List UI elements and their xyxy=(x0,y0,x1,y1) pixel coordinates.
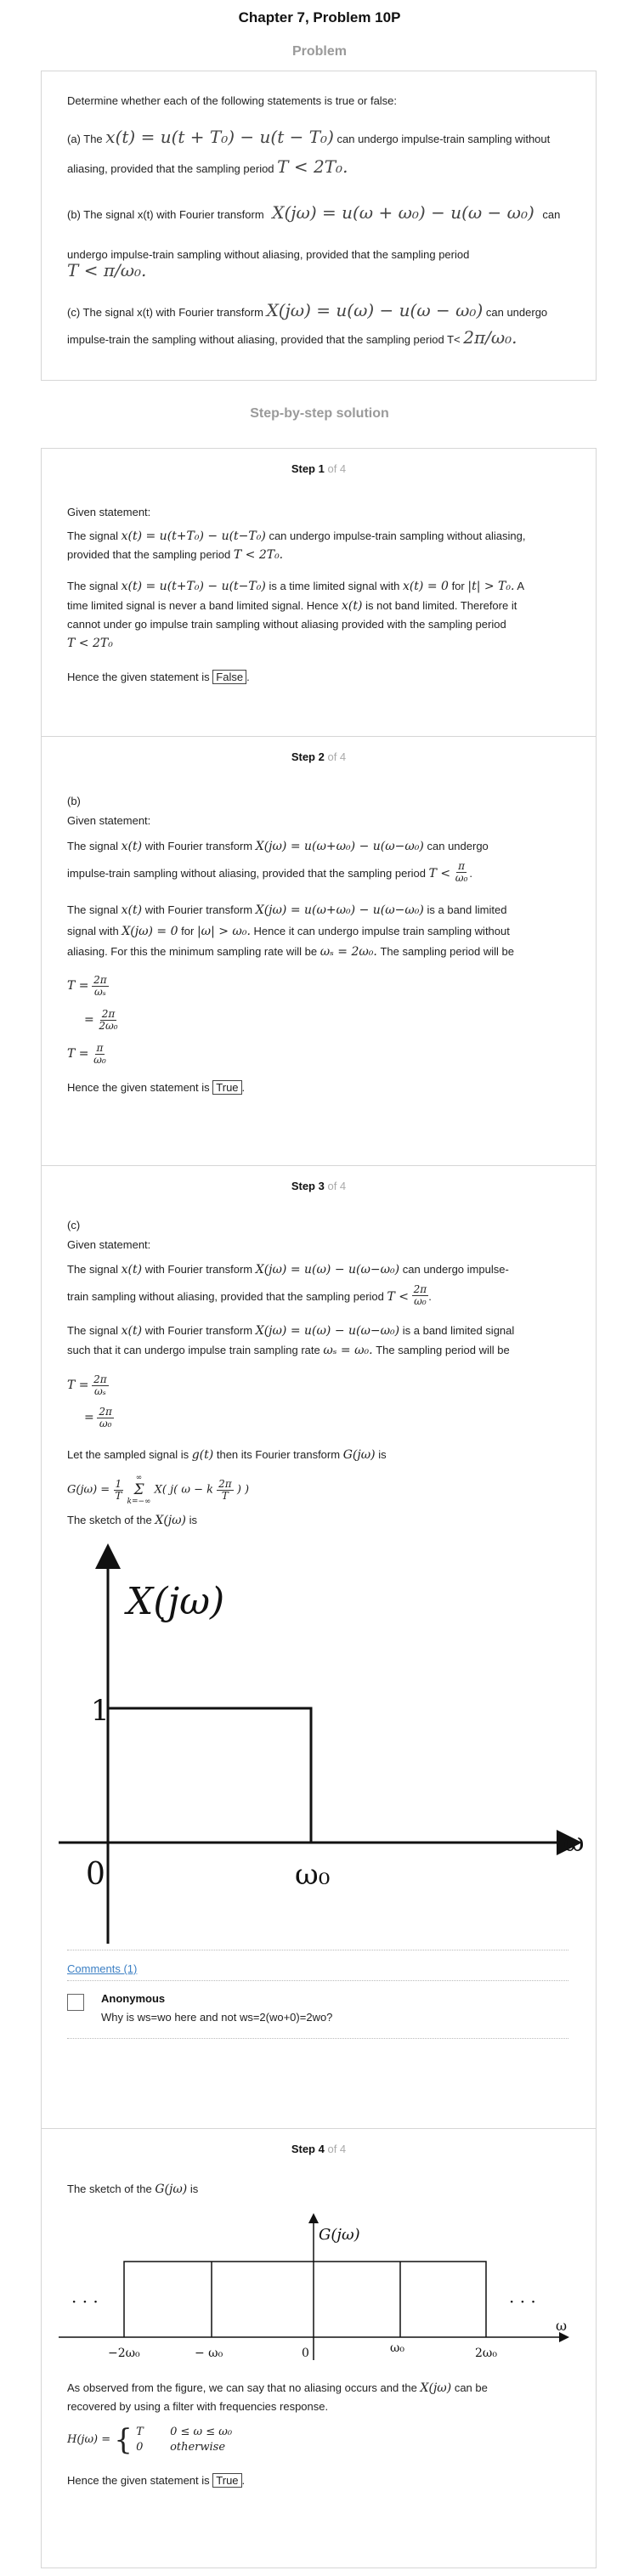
step-2-p1: The signal x(t) with Fourier transform X(jω) = u(ω+ω₀) − u(ω−ω₀) can undergo xyxy=(67,840,489,853)
a-expr: x(t) = u(t + T₀) − u(t − T₀) xyxy=(105,127,334,147)
step-1-answer: False xyxy=(212,670,246,684)
step-2-p2-line2: signal with X(jω) = 0 for |ω| > ω₀. Hence it can undergo impulse train sampling without xyxy=(67,925,510,938)
x-graph-y-label: X(jω) xyxy=(127,1580,225,1623)
g-graph-y-label: G(jω) xyxy=(319,2226,360,2244)
step-3-sketch-caption: The sketch of the X(jω) is xyxy=(67,1514,198,1527)
step-2-answer: True xyxy=(212,1080,241,1095)
x-graph-one-label: 1 xyxy=(91,1694,110,1728)
step-3-p2: The signal x(t) with Fourier transform X(jω) = u(ω) − u(ω−ω₀) is a band limited signal xyxy=(67,1324,515,1338)
step-2-part: (b) xyxy=(67,795,81,807)
step-1-p2: The signal x(t) = u(t+T₀) − u(t−T₀) is a time limited signal with x(t) = 0 for |t| > T₀. A xyxy=(67,580,525,593)
g-graph-tick: −2ω₀ xyxy=(108,2347,140,2360)
x-graph-rect xyxy=(108,1708,311,1843)
step-1-p2-line3: cannot under go impulse train sampling without aliasing provided with the sampling period xyxy=(67,618,506,631)
step-4 xyxy=(42,2129,596,2568)
g-graph-dots-right: · · · xyxy=(509,2291,536,2312)
solution-heading: Step-by-step solution xyxy=(250,406,389,421)
step-4-p1-line2: recovered by using a filter with frequencies response. xyxy=(67,2400,329,2413)
b-expr: X(jω) = u(ω + ω₀) − u(ω − ω₀) xyxy=(272,202,534,223)
page-title: Chapter 7, Problem 10P xyxy=(238,9,401,25)
step-3 xyxy=(42,1166,596,2071)
step-3-given: Given statement: xyxy=(67,1238,151,1251)
a-cond: T < 2T₀. xyxy=(277,156,348,177)
g-graph-tick: − ω₀ xyxy=(195,2347,223,2360)
comment-checkbox[interactable] xyxy=(67,1994,84,2011)
comment-author: Anonymous xyxy=(101,1992,166,2005)
comments-link[interactable]: Comments (1) xyxy=(67,1962,138,1975)
step-1-p2-cond: T < 2T₀ xyxy=(67,637,113,650)
step-2-p2: The signal x(t) with Fourier transform X(jω) = u(ω+ω₀) − u(ω−ω₀) is a band limited xyxy=(67,903,507,917)
step-1-p1-line2: provided that the sampling period T < 2T₀. xyxy=(67,548,284,562)
problem-part-a xyxy=(67,129,577,147)
step-2-given: Given statement: xyxy=(67,814,151,827)
step-3-p2-line2: such that it can undergo impulse train sampling rate ωₛ = ω₀. The sampling period will be xyxy=(67,1344,510,1357)
step-3-part: (c) xyxy=(67,1219,81,1231)
c-prefix: (c) The signal x(t) with Fourier transform xyxy=(67,306,263,319)
step-4-h-formula: H(jω) = { T 0 ≤ ω ≤ ω₀ 0 otherwise xyxy=(67,2423,233,2457)
step-4-sketch-caption: The sketch of the G(jω) is xyxy=(67,2183,199,2196)
g-graph-tick: 0 xyxy=(302,2347,309,2360)
b-prefix: (b) The signal x(t) with Fourier transform xyxy=(67,208,264,221)
step-3-p3: Let the sampled signal is g(t) then its Fourier transform G(jω) is xyxy=(67,1448,387,1462)
b-suffix: can xyxy=(542,208,561,221)
step-2-p1-line2: impulse-train sampling without aliasing, provided that the sampling period T < $\frac{\pi}{\text{ω₀}}$ . xyxy=(67,860,473,884)
step-1-conclusion: Hence the given statement is False . xyxy=(67,671,250,683)
x-graph-origin-label: 0 xyxy=(86,1857,105,1892)
a-line2: aliasing, provided that the sampling period xyxy=(67,162,274,175)
problem-part-b xyxy=(67,202,577,223)
x-graph-axis-label: ω xyxy=(563,1828,585,1858)
step-1 xyxy=(42,449,596,736)
step-1-given: Given statement: xyxy=(67,506,151,518)
problem-part-a-line2 xyxy=(67,156,577,177)
step-4-p1: As observed from the figure, we can say that no aliasing occurs and the X(jω) can be xyxy=(67,2381,488,2395)
problem-part-b-cond xyxy=(67,260,577,280)
step-3-eq1: T = $\frac{2\pi}{\text{ωₛ}}$ xyxy=(67,1373,107,1397)
step-4-title: Step 4 of 4 xyxy=(291,2143,347,2155)
g-graph-tick: 2ω₀ xyxy=(475,2347,497,2360)
g-graph-axis-label: ω xyxy=(556,2318,568,2334)
step-2-eq3: T = $\frac{\pi}{\text{ω₀}}$ xyxy=(67,1042,106,1066)
problem-part-b-line2: undergo impulse-train sampling without aliasing, provided that the sampling period xyxy=(67,248,470,261)
step-4-answer: True xyxy=(212,2473,241,2488)
step-1-title: Step 1 of 4 xyxy=(291,462,347,475)
c-expr: X(jω) = u(ω) − u(ω − ω₀) xyxy=(266,300,483,320)
a-suffix: can undergo impulse-train sampling without xyxy=(336,133,551,145)
step-2-title: Step 2 of 4 xyxy=(291,750,347,763)
problem-heading: Problem xyxy=(291,44,347,59)
g-graph-dots-left: · · · xyxy=(71,2291,99,2312)
comments-divider-bottom xyxy=(67,2038,568,2039)
g-graph-envelope xyxy=(124,2262,486,2337)
step-3-title: Step 3 of 4 xyxy=(291,1180,347,1192)
step-1-p2-line2: time limited signal is never a band limited signal. Hence x(t) is not band limited. Therefore it xyxy=(67,599,517,613)
step-2 xyxy=(42,737,596,1103)
x-jw-graph xyxy=(59,1531,585,1944)
c-line2: impulse-train the sampling without aliasing, provided that the sampling period T< xyxy=(67,333,461,346)
step-2-eq2: = $\frac{2\pi}{\text{2ω₀}}$ xyxy=(84,1008,118,1032)
problem-part-c xyxy=(67,300,577,320)
x-graph-w0-label: ω₀ xyxy=(295,1858,331,1892)
step-1-p1: The signal x(t) = u(t+T₀) − u(t−T₀) can undergo impulse-train sampling without aliasing, xyxy=(67,529,526,543)
problem-box xyxy=(41,71,597,381)
step-2-p2-line3: aliasing. For this the minimum sampling rate will be ωₛ = 2ω₀. The sampling period will be xyxy=(67,945,514,959)
problem-part-c-line2 xyxy=(67,327,577,348)
step-3-p1-line2: train sampling without aliasing, provided that the sampling period T < $\frac{2\pi}{\text{ω₀}}$ . xyxy=(67,1283,432,1307)
a-prefix: (a) The xyxy=(67,133,103,145)
step-3-g-formula: G(jω) = $\frac{1}{T}$ ∞ Σ k=−∞ X( j( ω − k $\frac{2\pi}{T}$ ) ) xyxy=(67,1474,250,1506)
step-2-conclusion: Hence the given statement is True . xyxy=(67,1081,246,1094)
step-3-p1: The signal x(t) with Fourier transform X(jω) = u(ω) − u(ω−ω₀) can undergo impulse- xyxy=(67,1263,509,1277)
problem-intro: Determine whether each of the following statements is true or false: xyxy=(67,94,398,107)
step-4-conclusion: Hence the given statement is True . xyxy=(67,2474,246,2487)
c-suffix: can undergo xyxy=(485,306,548,319)
b-cond: T < π/ω₀. xyxy=(67,260,147,280)
comments-divider xyxy=(67,1980,568,1981)
c-cond: 2π/ω₀. xyxy=(463,327,517,348)
step-2-eq1: T = $\frac{2\pi}{\text{ωₛ}}$ xyxy=(67,974,107,998)
g-jw-graph xyxy=(59,2207,577,2364)
g-graph-tick: ω₀ xyxy=(390,2341,405,2355)
comment-text: Why is ws=wo here and not ws=2(wo+0)=2wo? xyxy=(101,2011,333,2024)
step-3-eq2: = $\frac{2\pi}{\text{ω₀}}$ xyxy=(84,1406,112,1430)
solution-box xyxy=(41,448,597,2568)
